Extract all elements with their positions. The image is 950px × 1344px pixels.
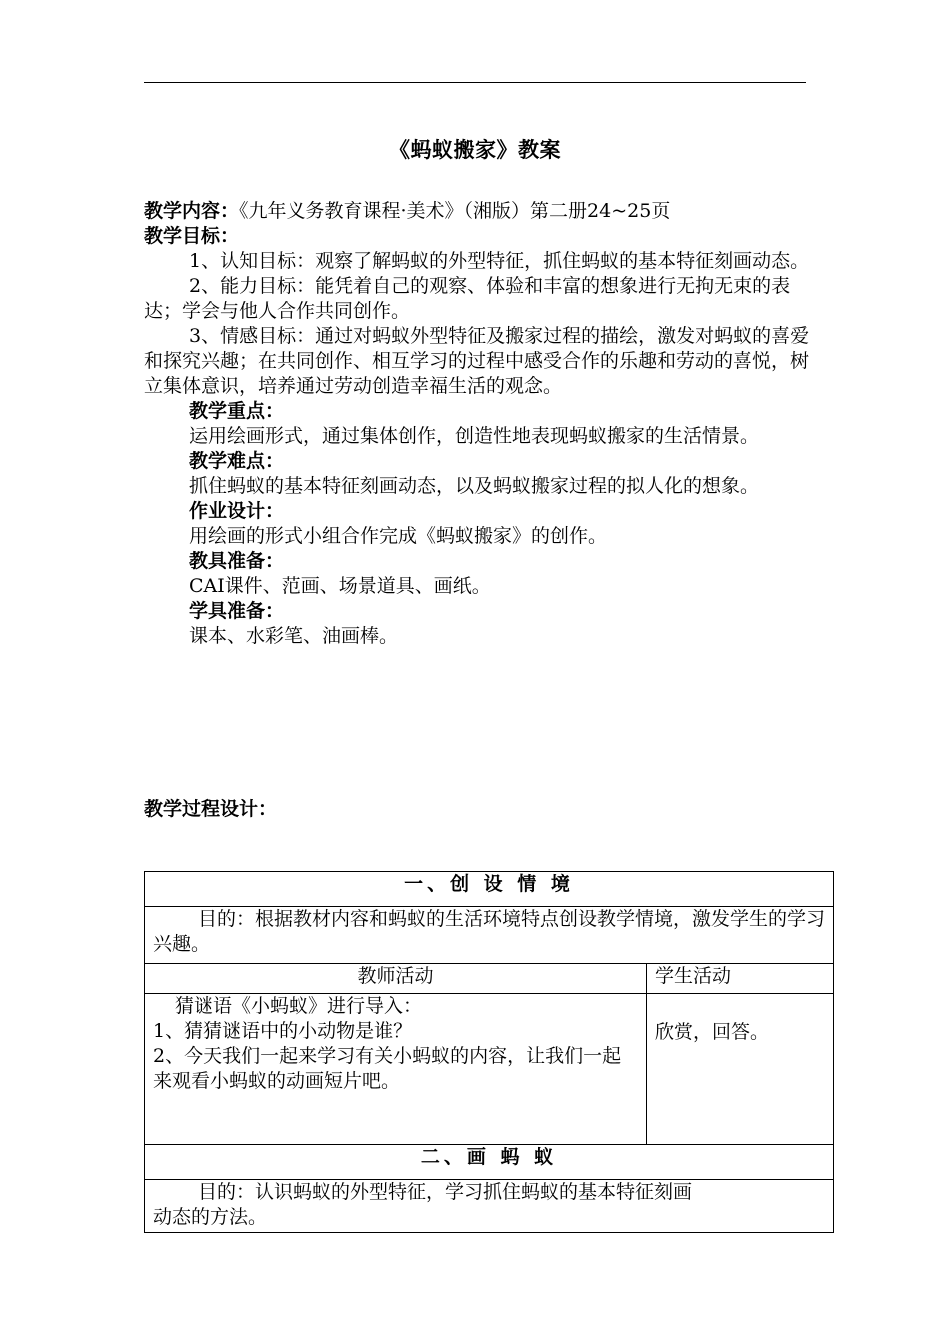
document-title: 《蚂蚁搬家》教案	[389, 137, 561, 162]
section1-purpose: 目的：根据教材内容和蚂蚁的生活环境特点创设教学情境，激发学生的学习兴趣。	[153, 908, 826, 955]
student-prep-label: 学具准备：	[189, 600, 285, 622]
key-label: 教学重点：	[189, 400, 285, 422]
homework-text: 用绘画的形式小组合作完成《蚂蚁搬家》的创作。	[189, 525, 608, 547]
section1-title: 一、创 设 情 境	[145, 872, 834, 907]
process-table	[144, 871, 834, 1233]
teacher-line-intro: 猜谜语《小蚂蚁》进行导入：	[175, 995, 423, 1017]
student-prep-text: 课本、水彩笔、油画棒。	[189, 625, 399, 647]
goal-ability: 2、能力目标：能凭着自己的观察、体验和丰富的想象进行无拘无束的表达；学会与他人合作共同创作。	[144, 275, 791, 322]
teacher-prep-text: CAI课件、范画、场景道具、画纸。	[189, 575, 491, 597]
header-rule	[144, 82, 806, 83]
difficulty-label: 教学难点：	[189, 450, 285, 472]
section2-purpose-line1: 目的：认识蚂蚁的外型特征，学习抓住蚂蚁的基本特征刻画	[198, 1181, 693, 1203]
lesson-body	[144, 199, 812, 649]
student-activity-cell: 欣赏，回答。	[647, 994, 834, 1145]
table-row	[145, 964, 834, 994]
teacher-prep-label: 教具准备：	[189, 550, 285, 572]
content-value: 《九年义务教育课程·美术》（湘版）第二册24~25页	[239, 200, 671, 222]
key-text: 运用绘画形式，通过集体创作，创造性地表现蚂蚁搬家的生活情景。	[189, 425, 760, 447]
table-row	[145, 994, 834, 1145]
section2-title: 二、画 蚂 蚁	[145, 1145, 834, 1180]
section2-purpose-cell	[145, 1180, 834, 1233]
section1-purpose-cell	[145, 907, 834, 964]
difficulty-text: 抓住蚂蚁的基本特征刻画动态，以及蚂蚁搬家过程的拟人化的想象。	[189, 475, 760, 497]
teacher-activity-cell	[145, 994, 647, 1145]
goal-emotion: 3、情感目标：通过对蚂蚁外型特征及搬家过程的描绘，激发对蚂蚁的喜爱和探究兴趣；在共同创作、相互学习的过程中感受合作的乐趣和劳动的喜悦，树立集体意识，培养通过劳动创造幸福生活的观念。	[144, 325, 810, 397]
content-line	[144, 199, 812, 224]
goal-cognitive: 1、认知目标：观察了解蚂蚁的外型特征，抓住蚂蚁的基本特征刻画动态。	[189, 250, 810, 272]
teacher-line-2: 2、今天我们一起来学习有关小蚂蚁的内容，让我们一起来观看小蚂蚁的动画短片吧。	[153, 1045, 622, 1092]
goals-label: 教学目标：	[144, 225, 240, 247]
section2-purpose-line2: 动态的方法。	[153, 1206, 268, 1228]
column-header-student: 学生活动	[647, 964, 834, 994]
teacher-line-1: 1、猜猜谜语中的小动物是谁？	[153, 1020, 413, 1042]
table-row	[145, 872, 834, 907]
table-row	[145, 1180, 834, 1233]
content-label: 教学内容：	[144, 200, 240, 222]
homework-label: 作业设计：	[189, 500, 285, 522]
table-row	[145, 907, 834, 964]
column-header-teacher: 教师活动	[145, 964, 647, 994]
table-row	[145, 1145, 834, 1180]
process-label: 教学过程设计：	[144, 798, 278, 820]
